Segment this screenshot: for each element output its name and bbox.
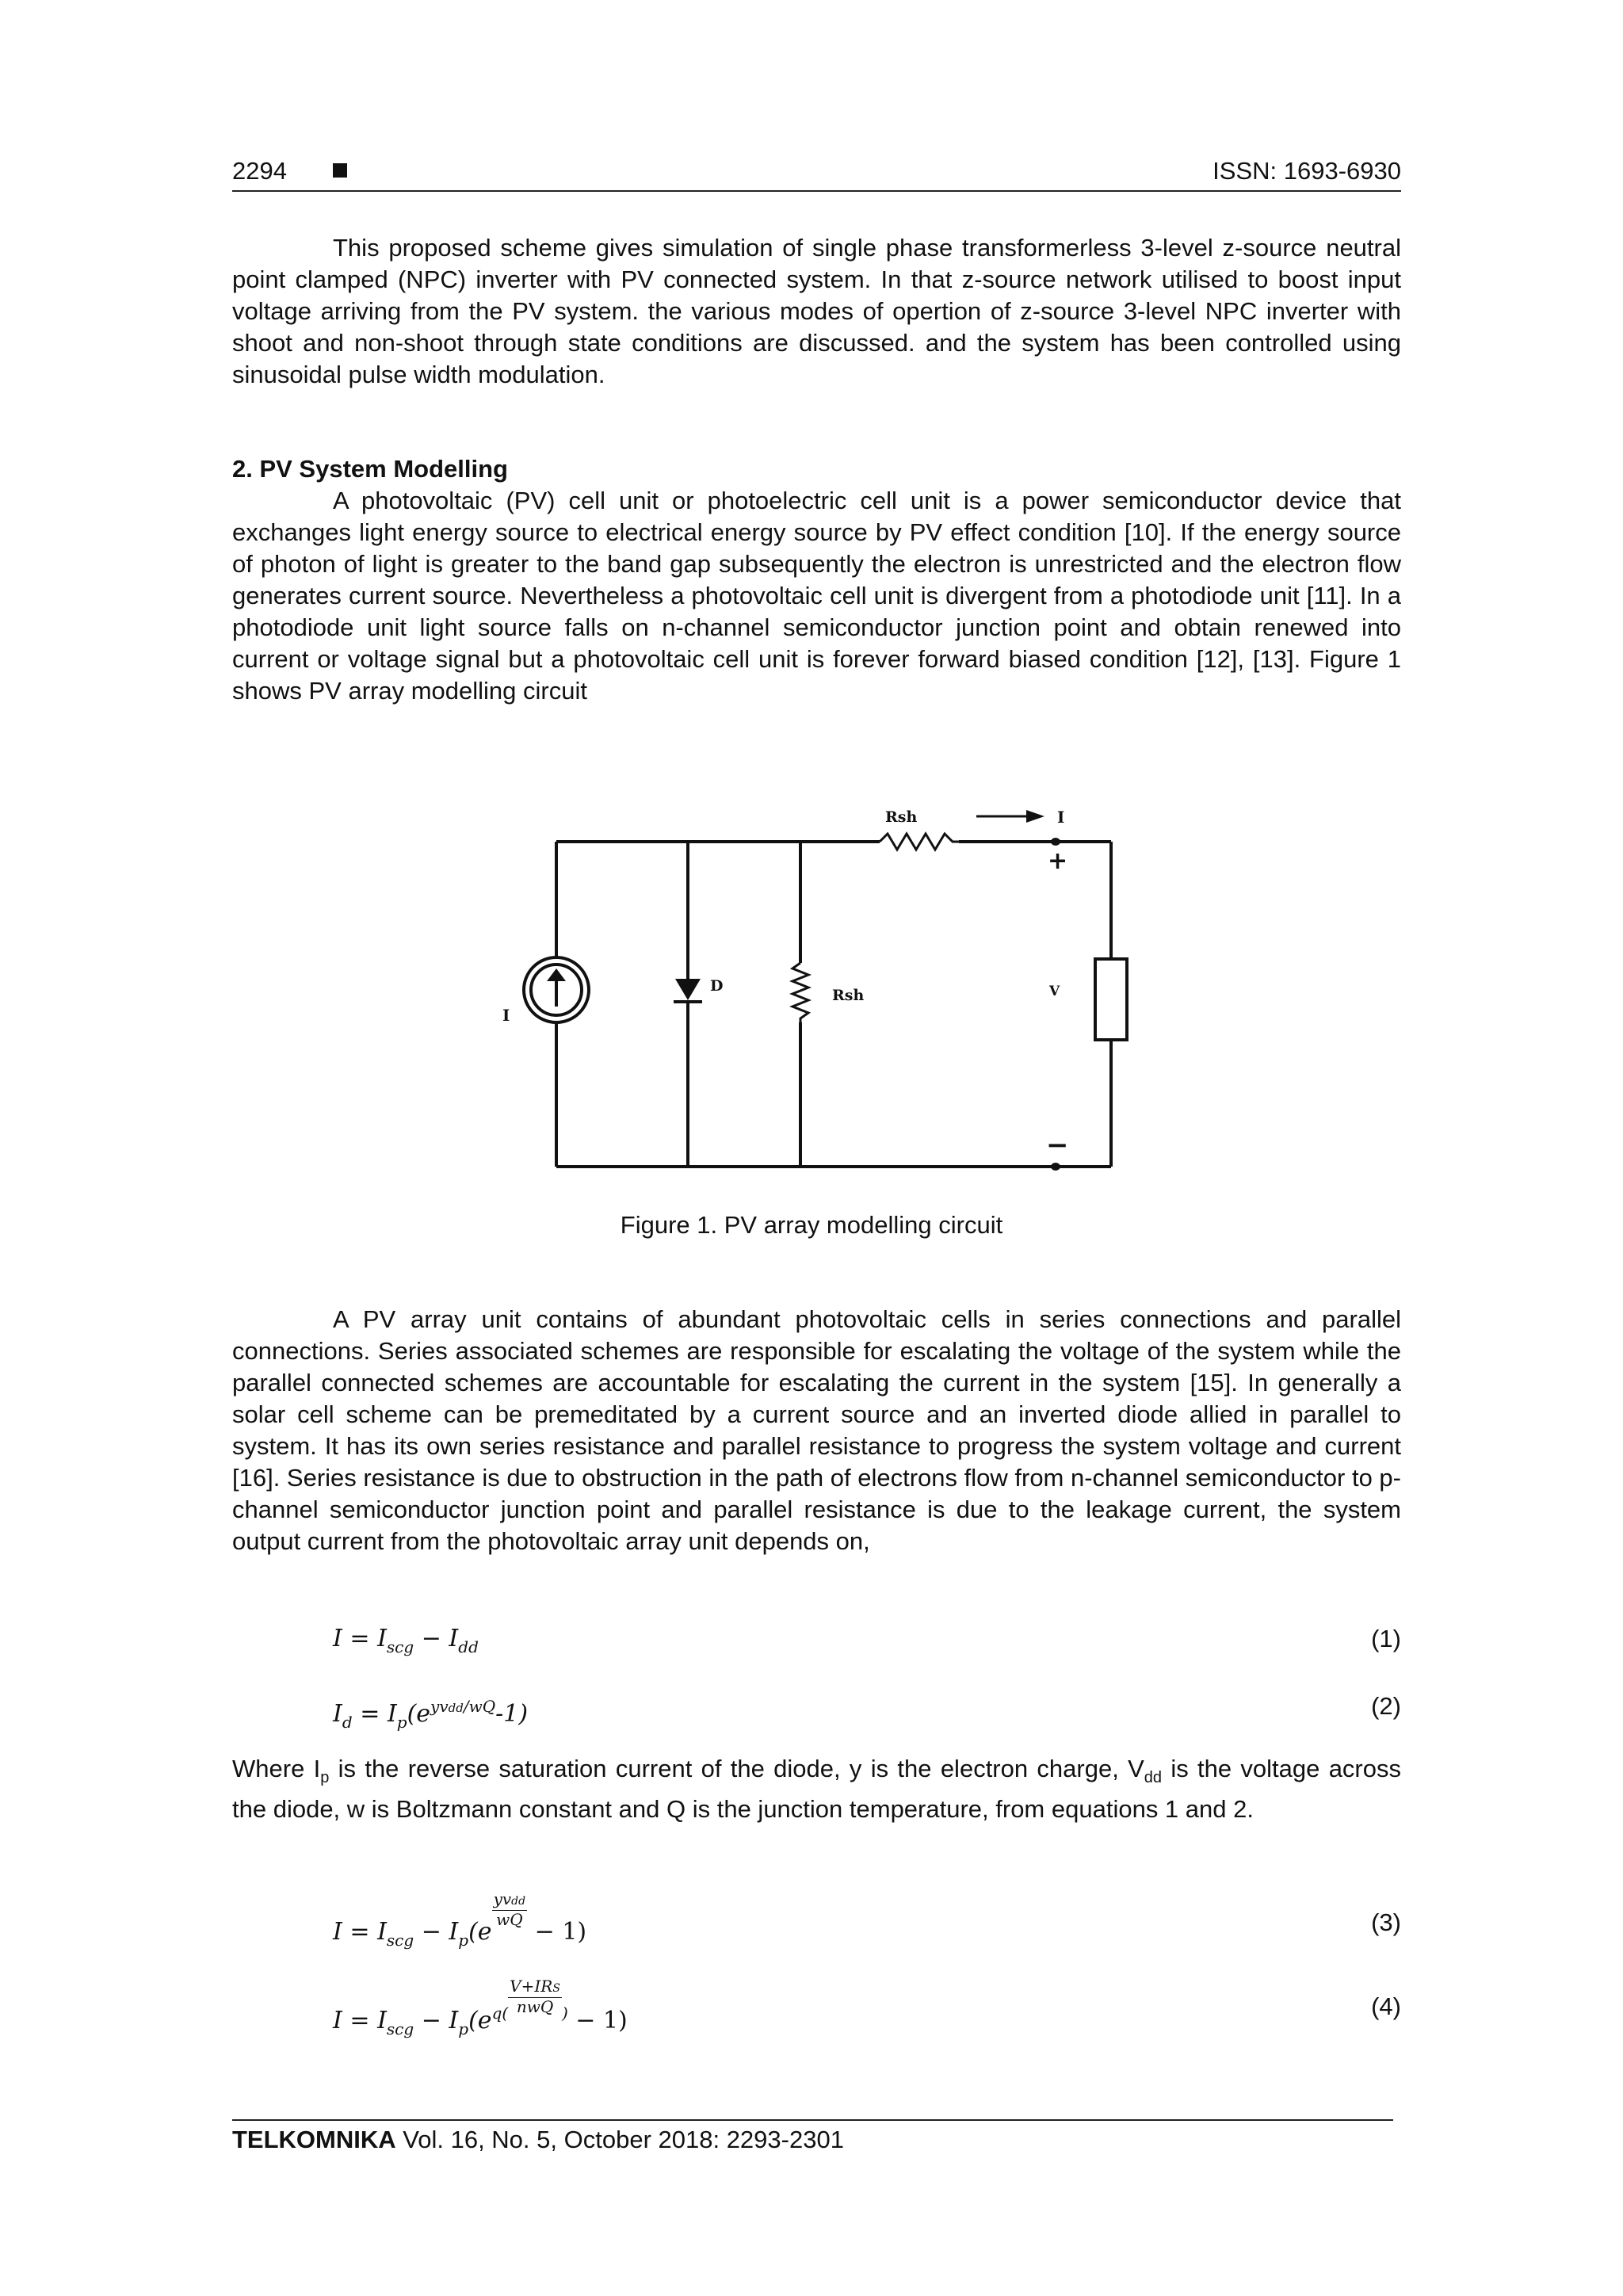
footer-divider xyxy=(232,2119,1393,2121)
label-minus: − xyxy=(1046,1129,1069,1161)
page-header xyxy=(232,155,1401,192)
where-paragraph: Where $I_p$ is the reverse saturation current of the diode, y is the electron charge, $V_{dd}$ is the voltage across the diode, w is Boltzmann constant and Q is the junction temperature, from equations 1 and 2. xyxy=(232,1755,1402,1824)
equation-1-number: (1) xyxy=(1371,1625,1401,1652)
equation-3: $I = I_{scg} - I_p(e$ $\frac{\text{yvdd}}{wQ}$ − 1) xyxy=(333,1889,587,1950)
square-icon xyxy=(333,163,347,178)
top-resistor-zigzag xyxy=(880,834,959,850)
intro-paragraph: This proposed scheme gives simulation of single phase transformerless 3-level z-source neutral point clamped (NPC) inverter with PV connected system. In that z-source network utilised to boost input voltage arriving from the PV system. the various modes of opertion of z-source 3-level NPC inverter with shoot and non-shoot through state conditions are discussed. and the system has been controlled using sinusoidal pulse width modulation. xyxy=(232,234,1401,388)
load-resistor-box xyxy=(1095,959,1127,1040)
label-output-current: I xyxy=(1057,808,1065,827)
page-number: 2294 xyxy=(232,157,287,185)
arrow-right-icon xyxy=(1026,810,1044,823)
label-plus: + xyxy=(1048,847,1068,875)
journal-details: Vol. 16, No. 5, October 2018: 2293-2301 xyxy=(395,2126,844,2153)
equation-3-number: (3) xyxy=(1371,1908,1401,1936)
issn: ISSN: 1693-6930 xyxy=(1212,157,1401,185)
array-paragraph: A PV array unit contains of abundant photovoltaic cells in series connections and parallel connections. Series associated schemes are responsible for escalating the voltage of the system while the parallel connected schemes are accountable for escalating the current in the system [15]. In generally a solar cell scheme can be premeditated by a current source and an inverted diode allied in parallel to system. It has its own series resistance and parallel resistance to progress the system voltage and current [16]. Series resistance is due to obstruction in the path of electrons flow from n-channel semiconductor to p-channel semiconductor junction point and parallel resistance is due to the leakage current, the system output current from the photovoltaic array unit depends on, xyxy=(232,1305,1401,1555)
section-heading: 2. PV System Modelling xyxy=(232,455,508,483)
equation-2: $I_d = I_p(e^{yvdd/wQ}-1)$ xyxy=(333,1697,529,1732)
pv-circuit-diagram xyxy=(491,793,1141,1189)
figure-caption: Figure 1. PV array modelling circuit xyxy=(620,1211,1003,1239)
label-shunt-resistor: Rsh xyxy=(832,987,865,1004)
diode-triangle xyxy=(675,979,701,1000)
equation-1: $I = I_{scg} - I_{dd}$ xyxy=(333,1625,479,1656)
equation-2-number: (2) xyxy=(1371,1692,1401,1720)
label-diode: D xyxy=(710,977,724,995)
terminal-bottom-dot xyxy=(1051,1163,1060,1171)
shunt-resistor-zigzag xyxy=(792,963,808,1022)
equation-4: $I = I_{scg} - I_p(e^{q(}$ $\frac{\text{V+IRS}}{\text{nwQ}}$ ) − 1) xyxy=(333,1977,628,2038)
page-footer xyxy=(232,2124,844,2156)
section-paragraph: A photovoltaic (PV) cell unit or photoelectric cell unit is a power semiconductor device that exchanges light energy source to electrical energy source by PV effect condition [10]. If the energy source of photon of light is greater to the band gap subsequently the electron is unrestricted and the electron flow generates current source. Nevertheless a photovoltaic cell unit is divergent from a photodiode unit [11]. In a photodiode unit light source falls on n-channel semiconductor junction point and obtain renewed into current or voltage signal but a photovoltaic cell unit is forever forward biased condition [12], [13]. Figure 1 shows PV array modelling circuit xyxy=(232,487,1401,705)
equation-4-number: (4) xyxy=(1371,1992,1401,2020)
label-top-resistor: Rsh xyxy=(885,808,918,826)
label-voltage: V xyxy=(1049,984,1060,999)
terminal-top-dot xyxy=(1051,838,1060,846)
label-source-current: I xyxy=(502,1006,510,1025)
journal-name: TELKOMNIKA xyxy=(232,2126,396,2153)
